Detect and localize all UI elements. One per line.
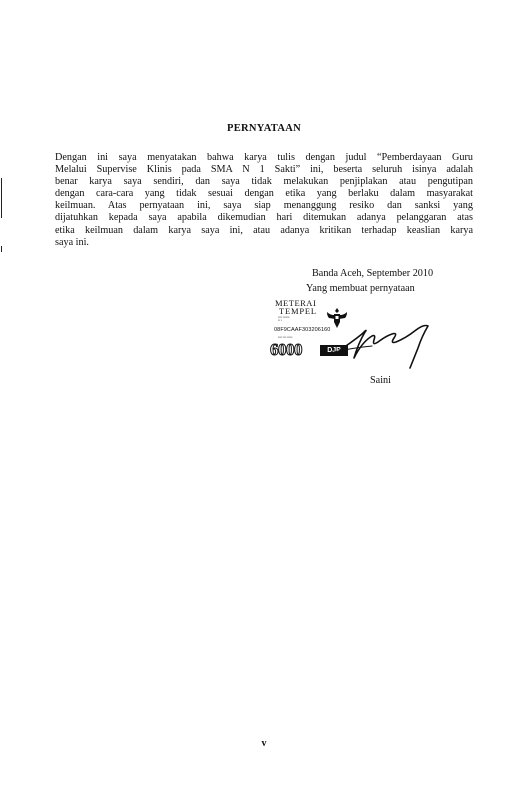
stamp-microtext: ▪▪▪▪ ▪▪▪▪▪▪ ▪▪ ▪ (278, 315, 290, 322)
stamp-badge: DJP (320, 345, 348, 356)
paragraph-line: keilmuan. Atas pernyataan ini, saya siap menanggung resiko dan sanksi yang (55, 200, 473, 212)
paragraph-line: benar karya saya sendiri, dan saya tidak melakukan penjiplakan atau pengutipan (55, 176, 473, 188)
signer-role: Yang membuat pernyataan (306, 283, 415, 294)
signer-name: Saini (370, 375, 391, 386)
paragraph-line: saya ini. (55, 236, 89, 248)
statement-paragraph (55, 152, 473, 249)
stamp-microtext: ▪▪▪▪ ▪▪▪ ▪▪▪▪▪ (278, 335, 293, 339)
stamp-serial-code: 08F9CAAF303206160 (274, 327, 331, 333)
scan-edge-mark (1, 190, 2, 218)
scan-edge-mark (1, 246, 2, 252)
handwritten-signature (332, 312, 442, 372)
stamp-word-tempel: TEMPEL (279, 306, 317, 316)
document-title: PERNYATAAN (227, 123, 301, 134)
page-number: v (261, 738, 267, 749)
paragraph-line: Melalui Supervise Klinis pada SMA N 1 Sakti” ini, beserta seluruh isinya adalah (55, 164, 473, 176)
stamp-value: 6000 (270, 340, 302, 359)
paragraph-line: Dengan ini saya menyatakan bahwa karya tulis dengan judul “Pemberdayaan Guru (55, 152, 473, 163)
paragraph-line: dengan cara-cara yang tidak sesuai dengan etika yang berlaku dalam masyarakat (55, 188, 473, 200)
paragraph-line: etika keilmuan dalam karya saya ini, atau adanya kritikan terhadap keaslian karya (55, 224, 473, 236)
paragraph-line: dijatuhkan kepada saya apabila dikemudian hari ditemukan adanya pelanggaran atas (55, 212, 473, 224)
place-date: Banda Aceh, September 2010 (312, 268, 434, 279)
stamp-word-meterai: METERAI (275, 298, 317, 308)
